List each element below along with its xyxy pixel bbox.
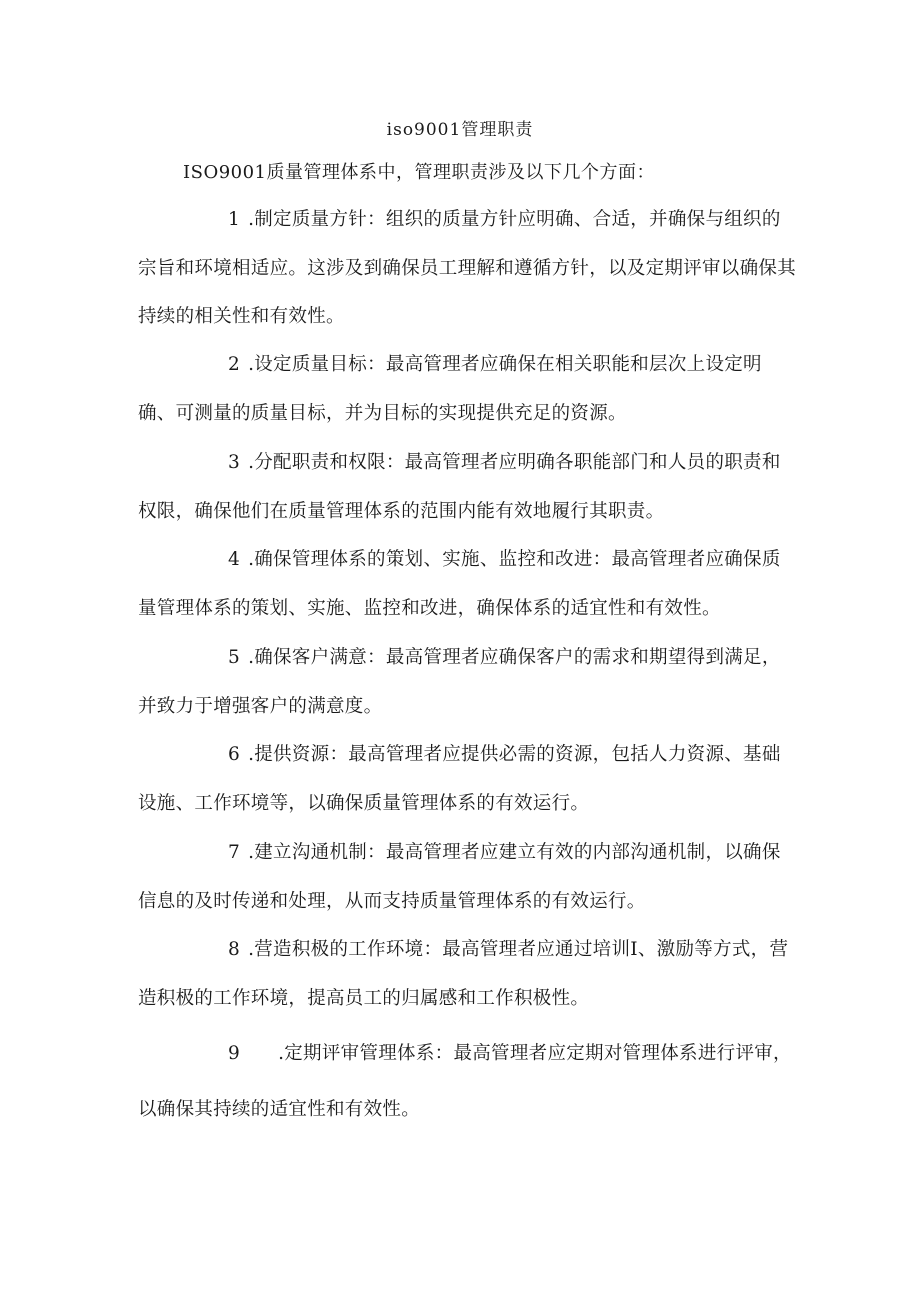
list-item bbox=[138, 439, 798, 536]
intro-paragraph: ISO9001质量管理体系中，管理职责涉及以下几个方面： bbox=[183, 162, 656, 183]
item-text: .设定质量目标：最高管理者应确保在相关职能和层次上设定明确、可测量的质量目标，并为目标的实现提供充足的资源。 bbox=[138, 354, 762, 424]
list-item bbox=[138, 196, 798, 342]
list-item bbox=[138, 341, 798, 438]
item-text: .提供资源：最高管理者应提供必需的资源，包括人力资源、基础设施、工作环境等，以确保质量管理体系的有效运行。 bbox=[138, 744, 781, 814]
item-number: 2 bbox=[228, 354, 241, 375]
list-item bbox=[138, 1026, 798, 1138]
item-text: .定期评审管理体系：最高管理者应定期对管理体系进行评审，以确保其持续的适宜性和有效性。 bbox=[138, 1043, 792, 1120]
item-number: 8 bbox=[228, 939, 241, 960]
item-number: 3 bbox=[228, 452, 241, 473]
list-item bbox=[138, 731, 798, 828]
item-number: 7 bbox=[228, 842, 241, 863]
item-text: .确保客户满意：最高管理者应确保客户的需求和期望得到满足，并致力于增强客户的满意度。 bbox=[138, 647, 781, 717]
item-number: 1 bbox=[228, 209, 241, 230]
item-text: .建立沟通机制：最高管理者应建立有效的内部沟通机制，以确保信息的及时传递和处理，从而支持质量管理体系的有效运行。 bbox=[138, 842, 781, 912]
list-item bbox=[138, 634, 798, 731]
item-number: 5 bbox=[228, 647, 241, 668]
item-number: 4 bbox=[228, 549, 241, 570]
item-number: 9 bbox=[228, 1043, 241, 1064]
list-item bbox=[138, 829, 798, 926]
list-item bbox=[138, 926, 798, 1023]
list-item bbox=[138, 536, 798, 633]
item-text: .分配职责和权限：最高管理者应明确各职能部门和人员的职责和权限，确保他们在质量管理体系的范围内能有效地履行其职责。 bbox=[138, 452, 781, 522]
item-text: .营造积极的工作环境：最高管理者应通过培训I、激励等方式，营造积极的工作环境，提高员工的归属感和工作积极性。 bbox=[138, 939, 789, 1009]
item-text: .确保管理体系的策划、实施、监控和改进：最高管理者应确保质量管理体系的策划、实施、监控和改进，确保体系的适宜性和有效性。 bbox=[138, 549, 781, 619]
item-number: 6 bbox=[228, 744, 241, 765]
item-text: .制定质量方针：组织的质量方针应明确、合适，并确保与组织的宗旨和环境相适应。这涉及到确保员工理解和遵循方针，以及定期评审以确保其持续的相关性和有效性。 bbox=[138, 209, 797, 327]
document-title: iso9001管理职责 bbox=[386, 120, 534, 140]
